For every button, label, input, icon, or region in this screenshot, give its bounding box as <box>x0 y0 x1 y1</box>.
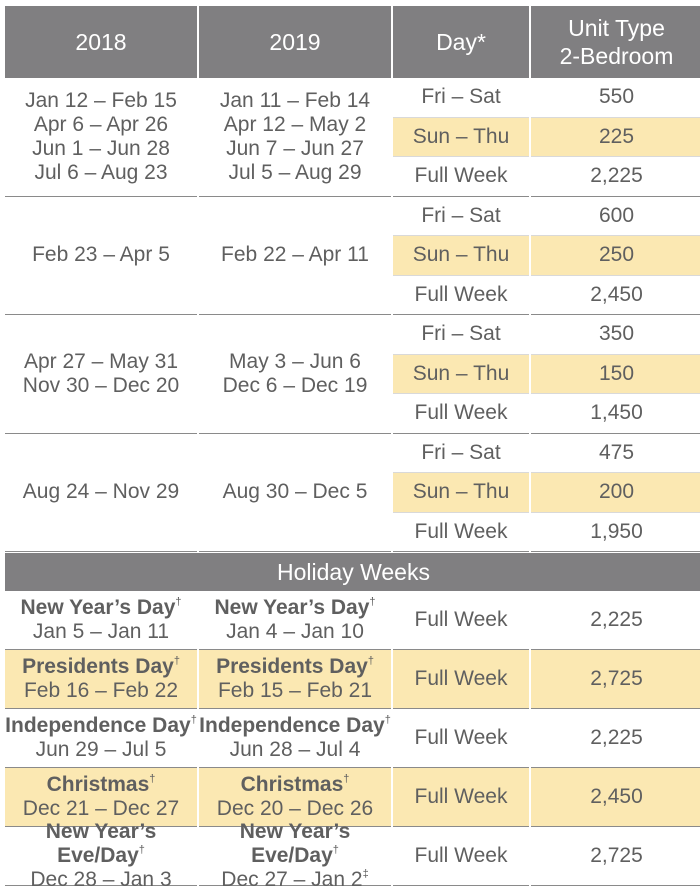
holiday-name <box>5 714 197 738</box>
holiday-dagger-mark: † <box>149 773 156 785</box>
points-chart-table <box>5 6 700 891</box>
holiday-name <box>199 820 391 868</box>
holiday-date-range <box>230 738 361 762</box>
day-type-label: Fri – Sat <box>421 203 501 227</box>
date-range: Jan 11 – Feb 14 <box>219 88 371 112</box>
holiday-dagger-mark: † <box>190 714 197 726</box>
holiday-dagger-mark: † <box>138 844 145 856</box>
double-dagger-mark: ‡ <box>362 868 369 880</box>
holiday-dagger-mark: † <box>332 844 339 856</box>
holiday-date-text: Dec 20 – Dec 26 <box>216 797 374 820</box>
points-value-label: 2,450 <box>590 282 643 306</box>
day-type <box>393 118 529 158</box>
holiday-day-type <box>393 709 529 768</box>
points-value <box>531 315 700 355</box>
holiday-dagger-mark: † <box>367 655 374 667</box>
points-value-label: 2,225 <box>590 164 643 188</box>
holiday-name-text: New Year’s Day <box>214 596 370 619</box>
holiday-day-type <box>393 827 529 886</box>
holiday-2018 <box>5 650 197 709</box>
points-value-label: 225 <box>598 124 635 148</box>
holiday-day-type <box>393 768 529 827</box>
day-type <box>393 197 529 237</box>
holiday-date-text: Jun 29 – Jul 5 <box>35 738 167 761</box>
holiday-dagger-mark: † <box>343 773 350 785</box>
holiday-date-range <box>24 679 178 703</box>
holiday-dagger-mark: † <box>384 714 391 726</box>
day-type <box>393 355 529 395</box>
header-unit-type-line2: 2-Bedroom <box>559 43 674 69</box>
day-type <box>393 315 529 355</box>
header-2019: 2019 <box>199 6 391 78</box>
points-value-label: 600 <box>598 203 635 227</box>
day-type <box>393 434 529 474</box>
holiday-date-text: Dec 27 – Jan 2 <box>221 868 363 891</box>
holiday-points-value <box>531 768 700 827</box>
holiday-date-range <box>33 620 169 644</box>
holiday-name-text: Independence Day <box>5 714 191 737</box>
holiday-2019 <box>199 650 391 709</box>
points-value-label: 150 <box>598 361 635 385</box>
day-type-label: Fri – Sat <box>421 85 501 109</box>
holiday-date-text: Jan 5 – Jan 11 <box>32 620 170 643</box>
holiday-name <box>241 773 350 797</box>
points-value-label: 200 <box>598 480 635 504</box>
day-type-label: Full Week <box>414 282 508 306</box>
holiday-date-range <box>30 868 171 892</box>
holiday-name-text: Presidents Day <box>22 655 174 678</box>
points-value <box>531 236 700 276</box>
day-type-label: Sun – Thu <box>412 243 510 267</box>
holiday-name-text: Presidents Day <box>216 655 368 678</box>
points-value-label: 250 <box>598 243 635 267</box>
date-range: Jan 12 – Feb 15 <box>25 88 177 112</box>
date-range: Aug 30 – Dec 5 <box>222 480 368 504</box>
header-day: Day* <box>393 6 529 78</box>
holiday-day-type <box>393 650 529 709</box>
holiday-name-text: Independence Day <box>199 714 385 737</box>
points-value <box>531 78 700 118</box>
points-value <box>531 355 700 395</box>
points-value <box>531 276 700 316</box>
day-type-label: Full Week <box>414 726 508 749</box>
holiday-2019 <box>199 709 391 768</box>
date-range: Apr 6 – Apr 26 <box>33 112 169 136</box>
holiday-day-type <box>393 591 529 650</box>
holiday-points-value <box>531 709 700 768</box>
holiday-date-range <box>221 868 368 892</box>
date-range: Jul 5 – Aug 29 <box>228 160 362 184</box>
season-dates-2018 <box>5 197 197 316</box>
date-range: Aug 24 – Nov 29 <box>22 480 180 504</box>
date-range: Jun 1 – Jun 28 <box>32 136 170 160</box>
holiday-2019 <box>199 591 391 650</box>
holiday-2019 <box>199 820 391 891</box>
header-2018: 2018 <box>5 6 197 78</box>
date-range: Feb 23 – Apr 5 <box>32 243 170 267</box>
header-unit-type <box>531 6 700 78</box>
day-type-label: Fri – Sat <box>421 440 501 464</box>
holiday-name <box>22 655 180 679</box>
holiday-name <box>199 714 391 738</box>
day-type-label: Sun – Thu <box>412 361 510 385</box>
points-value <box>531 118 700 158</box>
points-value <box>531 513 700 553</box>
holiday-name <box>20 596 181 620</box>
holiday-date-text: Dec 28 – Jan 3 <box>30 868 172 891</box>
points-value <box>531 473 700 513</box>
points-value-label: 350 <box>598 322 635 346</box>
date-range: Dec 6 – Dec 19 <box>222 373 368 397</box>
holiday-2018 <box>5 768 197 827</box>
holiday-name <box>214 596 375 620</box>
holiday-dagger-mark: † <box>173 655 180 667</box>
points-value <box>531 394 700 434</box>
season-dates-2019 <box>199 197 391 316</box>
day-type-label: Sun – Thu <box>412 480 510 504</box>
holiday-name-text: Christmas <box>240 773 344 796</box>
day-type-label: Full Week <box>414 608 508 631</box>
date-range: Jun 7 – Jun 27 <box>226 136 364 160</box>
day-type <box>393 236 529 276</box>
holiday-name <box>5 820 197 868</box>
holiday-date-range <box>23 797 179 821</box>
day-type-label: Full Week <box>414 844 508 867</box>
holiday-2018 <box>5 591 197 650</box>
holiday-date-text: Jan 4 – Jan 10 <box>226 620 364 643</box>
holiday-2018 <box>5 709 197 768</box>
holiday-name-text: New Year’s Eve/Day <box>45 820 157 867</box>
date-range: Apr 27 – May 31 <box>23 349 179 373</box>
day-type-label: Full Week <box>414 164 508 188</box>
holiday-date-text: Dec 21 – Dec 27 <box>22 797 180 820</box>
holiday-name <box>47 773 156 797</box>
points-value <box>531 157 700 197</box>
points-value <box>531 197 700 237</box>
points-value-label: 1,450 <box>590 401 643 425</box>
holiday-weeks-header <box>5 553 700 591</box>
date-range: Feb 22 – Apr 11 <box>221 243 369 267</box>
holiday-points-value <box>531 591 700 650</box>
holiday-dagger-mark: † <box>369 596 376 608</box>
day-type-label: Full Week <box>414 667 508 690</box>
holiday-weeks-label: Holiday Weeks <box>277 559 430 585</box>
day-type <box>393 276 529 316</box>
date-range: Jul 6 – Aug 23 <box>34 160 168 184</box>
day-type <box>393 78 529 118</box>
day-type-label: Full Week <box>414 401 508 425</box>
season-dates-2018 <box>5 78 197 197</box>
points-value-label: 550 <box>598 85 635 109</box>
points-value-label: 2,725 <box>590 667 643 690</box>
season-dates-2019 <box>199 434 391 553</box>
day-type-label: Full Week <box>414 519 508 543</box>
holiday-name-text: New Year’s Day <box>20 596 176 619</box>
points-value-label: 2,450 <box>590 785 643 808</box>
holiday-dagger-mark: † <box>175 596 182 608</box>
points-value <box>531 434 700 474</box>
holiday-name-text: New Year’s Eve/Day <box>239 820 351 867</box>
day-type-label: Full Week <box>414 785 508 808</box>
holiday-date-text: Feb 16 – Feb 22 <box>23 679 179 702</box>
points-value-label: 1,950 <box>590 519 643 543</box>
day-type <box>393 157 529 197</box>
season-dates-2019 <box>199 78 391 197</box>
points-value-label: 475 <box>598 440 635 464</box>
header-unit-type-line1: Unit Type <box>568 15 665 41</box>
points-value-label: 2,725 <box>590 844 643 867</box>
date-range: Nov 30 – Dec 20 <box>22 373 180 397</box>
points-value-label: 2,225 <box>590 726 643 749</box>
holiday-2018 <box>5 820 197 891</box>
holiday-name <box>216 655 374 679</box>
holiday-points-value <box>531 650 700 709</box>
date-range: Apr 12 – May 2 <box>223 112 367 136</box>
season-dates-2019 <box>199 315 391 434</box>
holiday-date-range <box>218 679 372 703</box>
day-type <box>393 513 529 553</box>
date-range: May 3 – Jun 6 <box>229 349 361 373</box>
holiday-date-text: Feb 15 – Feb 21 <box>217 679 373 702</box>
day-type-label: Fri – Sat <box>421 322 501 346</box>
points-value-label: 2,225 <box>590 608 643 631</box>
holiday-date-text: Jun 28 – Jul 4 <box>229 738 361 761</box>
holiday-date-range <box>36 738 167 762</box>
holiday-2019 <box>199 768 391 827</box>
season-dates-2018 <box>5 315 197 434</box>
day-type-label: Sun – Thu <box>412 124 510 148</box>
holiday-date-range <box>217 797 373 821</box>
day-type <box>393 394 529 434</box>
day-type <box>393 473 529 513</box>
holiday-points-value <box>531 827 700 886</box>
holiday-date-range <box>226 620 364 644</box>
holiday-name-text: Christmas <box>46 773 150 796</box>
season-dates-2018 <box>5 434 197 553</box>
